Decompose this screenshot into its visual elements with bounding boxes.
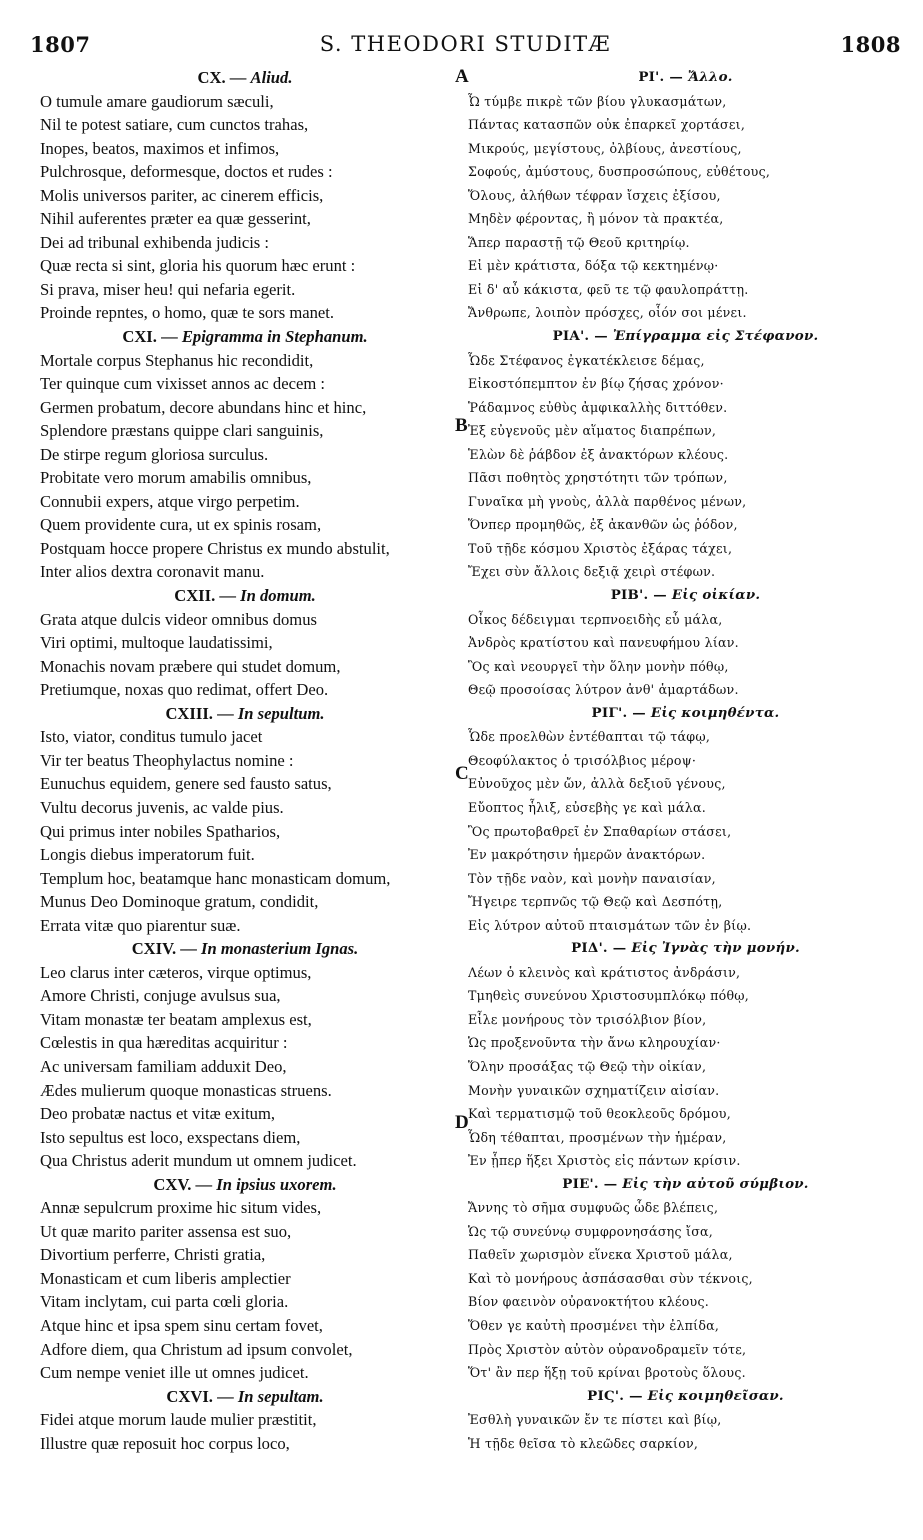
verse-line: Ter quinque cum vixisset annos ac decem :	[40, 374, 325, 394]
verse-line: Splendore præstans quippe clari sanguinis,	[40, 421, 324, 441]
poem-subject: Epigramma in Stephanum.	[181, 327, 368, 347]
poem-title	[40, 66, 450, 90]
poem-subject: Εἰς τὴν αὐτοῦ σύμβιον.	[622, 1175, 809, 1192]
left-page-number: 1807	[30, 32, 91, 57]
verse-line: Ὡς τῷ συνεύνῳ συμφρονησάσης ἴσα,	[468, 1223, 714, 1239]
poem-subject: Ἐπίγραμμα εἰς Στέφανον.	[612, 328, 819, 345]
verse-line: Monasticam et cum liberis amplectier	[40, 1268, 291, 1288]
verse-line: Ἄνθρωπε, λοιπὸν πρόσχες, οἷόν σοι μένει.	[468, 305, 747, 321]
verse-line: Παθεῖν χωρισμὸν εἵνεκα Χριστοῦ μάλα,	[468, 1247, 733, 1263]
verse-line: Εἰκοστόπεμπτον ἐν βίῳ ζήσας χρόνον·	[468, 376, 724, 392]
verse-line: Ὧδε Στέφανος ἐγκατέκλεισε δέμας,	[468, 352, 705, 368]
poem-number: CXIII. —	[165, 703, 234, 723]
poem-subject: Εἰς Ἰγνὰς τὴν μονήν.	[631, 940, 800, 957]
greek-column	[468, 66, 903, 1455]
verse-line: Οἶκος δέδειγμαι τερπνοειδὴς εὖ μάλα,	[468, 611, 723, 627]
verse-line: Γυναῖκα μὴ γνοὺς, ἀλλὰ παρθένος μένων,	[468, 493, 747, 509]
poem-subject: Εἰς κοιμηθέντα.	[650, 704, 780, 721]
verse-line: Illustre quæ reposuit hoc corpus loco,	[40, 1433, 290, 1453]
poem-title	[468, 1385, 903, 1409]
verse-line: Λέων ὁ κλεινὸς καὶ κράτιστος ἀνδράσιν,	[468, 964, 741, 980]
verse-line: Καὶ τερματισμῷ τοῦ θεοκλεοῦς δρόμου,	[468, 1106, 731, 1122]
verse-line: Mortale corpus Stephanus hic recondidit,	[40, 350, 314, 370]
verse-line: De stirpe regum gloriosa surculus.	[40, 444, 269, 464]
poem-number: ΡΙΔ'. —	[571, 940, 627, 957]
verse-line: Ἡ τῇδε θεῖσα τὸ κλεῶδες σαρκίον,	[468, 1435, 699, 1451]
verse-line: Vitam inclytam, cui parta cœli gloria.	[40, 1292, 289, 1312]
poem-subject: In ipsius uxorem.	[216, 1174, 337, 1194]
poem-subject: Ἄλλο.	[687, 69, 733, 85]
verse-line: Ἤγειρε τερπνῶς τῷ Θεῷ καὶ Δεσπότῃ,	[468, 894, 723, 910]
poem-title	[468, 1173, 903, 1197]
verse-line: Ἅπερ παραστῇ τῷ Θεοῦ κριτηρίῳ.	[468, 234, 690, 250]
margin-marker-d: D	[455, 1112, 469, 1133]
verse-line: Ὅλους, ἀλήθων τέφραν ἴσχεις ἐξίσου,	[468, 187, 721, 203]
poem-subject: In domum.	[240, 586, 316, 606]
poem-subject: Εἰς κοιμηθεῖσαν.	[647, 1387, 784, 1404]
verse-line: Isto, viator, conditus tumulo jacet	[40, 727, 263, 747]
verse-line: Germen probatum, decore abundans hinc et hinc,	[40, 397, 367, 417]
verse-line: Τμηθεὶς συνεύνου Χριστοσυμπλόκῳ πόθῳ,	[468, 988, 750, 1004]
verse-line: Monachis novam præbere qui studet domum,	[40, 656, 341, 676]
verse-line: Isto sepultus est loco, exspectans diem,	[40, 1127, 301, 1147]
verse-line: Ὃς καὶ νεουργεῖ τὴν ὅλην μονὴν πόθῳ,	[468, 658, 729, 674]
margin-marker-c: C	[455, 763, 469, 784]
verse-line: O tumule amare gaudiorum sæculi,	[40, 91, 274, 111]
verse-line: Βίον φαεινὸν οὐρανοκτήτου κλέους.	[468, 1294, 710, 1310]
verse-line: Εὔοπτος ἧλιξ, εὐσεβὴς γε καὶ μάλα.	[468, 799, 706, 815]
verse-line: Ὅλην προσάξας τῷ Θεῷ τὴν οἰκίαν,	[468, 1058, 707, 1074]
verse-line: Vir ter beatus Theophylactus nomine :	[40, 750, 294, 770]
verse-line: Ἀνδρὸς κρατίστου καὶ πανευφήμου λίαν.	[468, 635, 739, 651]
verse-line: Μικρούς, μεγίστους, ὀλβίους, ἀνεστίους,	[468, 140, 742, 156]
verse-line: Εὐνοῦχος μὲν ὤν, ἀλλὰ δεξιοῦ γένους,	[468, 776, 726, 792]
verse-line: Ἐν ᾗπερ ἥξει Χριστὸς εἰς πάντων κρίσιν.	[468, 1153, 741, 1169]
poem-title	[40, 1173, 450, 1197]
verse-line: Τὸν τῇδε ναὸν, καὶ μονὴν παναισίαν,	[468, 870, 716, 886]
poem-number: CXIV. —	[131, 939, 197, 959]
poem-subject: In sepultam.	[237, 1386, 324, 1406]
verse-line: Proinde repntes, o homo, quæ te sors manet.	[40, 303, 335, 323]
margin-marker-a: A	[455, 66, 469, 87]
running-title: S. THEODORI STUDITÆ	[319, 32, 612, 56]
verse-line: Nil te potest satiare, cum cunctos trahas,	[40, 115, 309, 135]
verse-line: Qua Christus aderit mundum ut omnem judicet.	[40, 1151, 357, 1171]
verse-line: Πρὸς Χριστὸν αὐτὸν οὐρανοδραμεῖν τότε,	[468, 1341, 747, 1357]
verse-line: Εἰ δ' αὖ κάκιστα, φεῦ τε τῷ φαυλοπράττῃ.	[468, 281, 749, 297]
verse-line: Quem providente cura, ut ex spinis rosam,	[40, 515, 322, 535]
verse-line: Θεοφύλακτος ὁ τρισόλβιος μέροψ·	[468, 752, 697, 768]
verse-line: Fidei atque morum laude mulier præstitit,	[40, 1410, 317, 1430]
poem-subject: In monasterium Ignas.	[201, 939, 359, 959]
verse-line: Viri optimi, multoque laudatissimi,	[40, 633, 273, 653]
poem-number: ΡΙΕ'. —	[562, 1175, 618, 1192]
verse-line: Pulchrosque, deformesque, doctos et rudes :	[40, 162, 333, 182]
verse-line: Μονὴν γυναικῶν σχηματίζειν αἰσίαν.	[468, 1082, 720, 1098]
verse-line: Εἰ μὲν κράτιστα, δόξα τῷ κεκτημένῳ·	[468, 258, 719, 274]
verse-line: Ὡς προξενοῦντα τὴν ἄνω κληρουχίαν·	[468, 1035, 721, 1051]
verse-line: Ἔχει σὺν ἄλλοις δεξιᾷ χειρὶ στέφων.	[468, 564, 716, 580]
poem-title	[468, 584, 903, 608]
verse-line: Ac universam familiam adduxit Deo,	[40, 1056, 287, 1076]
poem-title	[468, 66, 903, 90]
verse-line: Leo clarus inter cæteros, virque optimus,	[40, 962, 312, 982]
verse-line: Quæ recta si sint, gloria his quorum hæc erunt :	[40, 256, 356, 276]
poem-title	[40, 702, 450, 726]
verse-line: Ἐν μακρότησιν ἡμερῶν ἀνακτόρων.	[468, 847, 706, 863]
verse-line: Pretiumque, noxas quo redimat, offert Deo.	[40, 680, 329, 700]
poem-number: CX. —	[197, 68, 247, 87]
poem-number: ΡΙϚ'. —	[587, 1387, 643, 1404]
verse-line: Ὧδη τέθαπται, προσμένων τὴν ἡμέραν,	[468, 1129, 727, 1145]
margin-marker-b: B	[455, 415, 468, 436]
verse-line: Munus Deo Dominoque gratum, condidit,	[40, 892, 319, 912]
poem-number: CXI. —	[122, 327, 178, 347]
verse-line: Ἐξ εὐγενοῦς μὲν αἵματος διαπρέπων,	[468, 423, 717, 439]
poem-title	[40, 937, 450, 961]
verse-line: Cum nempe veniet ille ut omnes judicet.	[40, 1363, 309, 1383]
poem-number: ΡΙΑ'. —	[552, 328, 608, 345]
poem-subject: Aliud.	[250, 68, 293, 87]
verse-line: Ut quæ marito pariter assensa est suo,	[40, 1221, 292, 1241]
verse-line: Ὅτ' ἂν περ ἥξῃ τοῦ κρίναι βροτοὺς ὅλους.	[468, 1365, 746, 1381]
verse-line: Annæ sepulcrum proxime hic situm vides,	[40, 1198, 322, 1218]
verse-line: Vitam monastæ ter beatam amplexus est,	[40, 1009, 312, 1029]
poem-subject: In sepultum.	[237, 703, 325, 723]
verse-line: Errata vitæ quo piarentur suæ.	[40, 915, 241, 935]
poem-number: ΡΙ'. —	[638, 69, 683, 85]
verse-line: Divortium perferre, Christi gratia,	[40, 1245, 266, 1265]
verse-line: Θεῷ προσοίσας λύτρον ἀνθ' ἁμαρτάδων.	[468, 682, 739, 698]
verse-line: Καὶ τὸ μονήρους ἀσπάσασθαι σὺν τέκνοις,	[468, 1270, 753, 1286]
poem-number: CXVI. —	[166, 1386, 234, 1406]
verse-line: Ὅθεν γε καὐτὴ προσμένει τὴν ἐλπίδα,	[468, 1317, 720, 1333]
poem-title	[468, 325, 903, 349]
latin-column	[40, 66, 450, 1455]
poem-title	[468, 702, 903, 726]
verse-line: Inter alios dextra coronavit manu.	[40, 562, 265, 582]
right-page-number: 1808	[840, 32, 901, 57]
verse-line: Connubii expers, atque virgo perpetim.	[40, 491, 300, 511]
verse-line: Πᾶσι ποθητὸς χρηστότητι τῶν τρόπων,	[468, 470, 728, 486]
verse-line: Deo probatæ nactus et vitæ exitum,	[40, 1104, 276, 1124]
poem-number: CXII. —	[174, 586, 236, 606]
poem-number: CXV. —	[153, 1174, 213, 1194]
poem-title	[468, 937, 903, 961]
verse-line: Inopes, beatos, maximos et infimos,	[40, 138, 280, 158]
verse-line: Grata atque dulcis videor omnibus domus	[40, 609, 317, 629]
verse-line: Atque hinc et ipsa spem sinu certam fovet,	[40, 1315, 323, 1335]
verse-line: Amore Christi, conjuge avulsus sua,	[40, 986, 281, 1006]
verse-line: Ædes mulierum quoque monasticas struens.	[40, 1080, 332, 1100]
verse-line: Ἄννης τὸ σῆμα συμφυῶς ὧδε βλέπεις,	[468, 1200, 719, 1216]
verse-line: Ῥάδαμνος εὐθὺς ἀμφικαλλὴς διττόθεν.	[468, 399, 728, 415]
poem-subject: Εἰς οἰκίαν.	[671, 587, 761, 604]
verse-line: Molis universos pariter, ac cinerem efficis,	[40, 185, 324, 205]
verse-line: Si prava, miser heu! qui nefaria egerit.	[40, 279, 296, 299]
verse-line: Ὅνπερ προμηθῶς, ἐξ ἀκανθῶν ὡς ῥόδον,	[468, 517, 738, 533]
verse-line: Μηδὲν φέροντας, ἢ μόνον τὰ πρακτέα,	[468, 211, 724, 227]
verse-line: Postquam hocce propere Christus ex mundo abstulit,	[40, 538, 390, 558]
verse-line: Probitate vero morum amabilis omnibus,	[40, 468, 312, 488]
page-header	[30, 32, 901, 62]
verse-line: Τοῦ τῇδε κόσμου Χριστὸς ἐξάρας τάχει,	[468, 540, 733, 556]
verse-line: Cœlestis in qua hæreditas acquiritur :	[40, 1033, 288, 1053]
verse-line: Eunuchus equidem, genere sed fausto satus,	[40, 774, 332, 794]
poem-title	[40, 325, 450, 349]
verse-line: Ἐσθλὴ γυναικῶν ἔν τε πίστει καὶ βίῳ,	[468, 1412, 722, 1428]
verse-line: Πάντας κατασπῶν οὐκ ἐπαρκεῖ χορτάσει,	[468, 117, 746, 133]
verse-line: Vultu decorus juvenis, ac valde pius.	[40, 797, 284, 817]
verse-line: Adfore diem, qua Christum ad ipsum convolet,	[40, 1339, 353, 1359]
poem-title	[40, 1385, 450, 1409]
verse-line: Dei ad tribunal exhibenda judicis :	[40, 232, 270, 252]
verse-line: Templum hoc, beatamque hanc monasticam domum,	[40, 868, 391, 888]
poem-number: ΡΙΒ'. —	[610, 587, 667, 604]
verse-line: Ὦ τύμβε πικρὲ τῶν βίου γλυκασμάτων,	[468, 93, 727, 109]
verse-line: Εἶλε μονήρους τὸν τρισόλβιον βίον,	[468, 1011, 707, 1027]
verse-line: Ὃς πρωτοβαθρεῖ ἐν Σπαθαρίων στάσει,	[468, 823, 732, 839]
verse-line: Σοφούς, ἀμύστους, δυσπροσώπους, εὐθέτους,	[468, 164, 771, 180]
verse-line: Longis diebus imperatorum fuit.	[40, 845, 255, 865]
poem-title	[40, 584, 450, 608]
poem-number: ΡΙΓ'. —	[591, 704, 646, 721]
verse-line: Qui primus inter nobiles Spatharios,	[40, 821, 281, 841]
verse-line: Ἑλὼν δὲ ῥάβδον ἐξ ἀνακτόρων κλέους.	[468, 446, 729, 462]
verse-line: Ὧδε προελθὼν ἐντέθαπται τῷ τάφῳ,	[468, 729, 711, 745]
verse-line: Εἰς λύτρον αὐτοῦ πταισμάτων τῶν ἐν βίῳ.	[468, 917, 752, 933]
verse-line: Nihil auferentes præter ea quæ gesserint,	[40, 209, 311, 229]
